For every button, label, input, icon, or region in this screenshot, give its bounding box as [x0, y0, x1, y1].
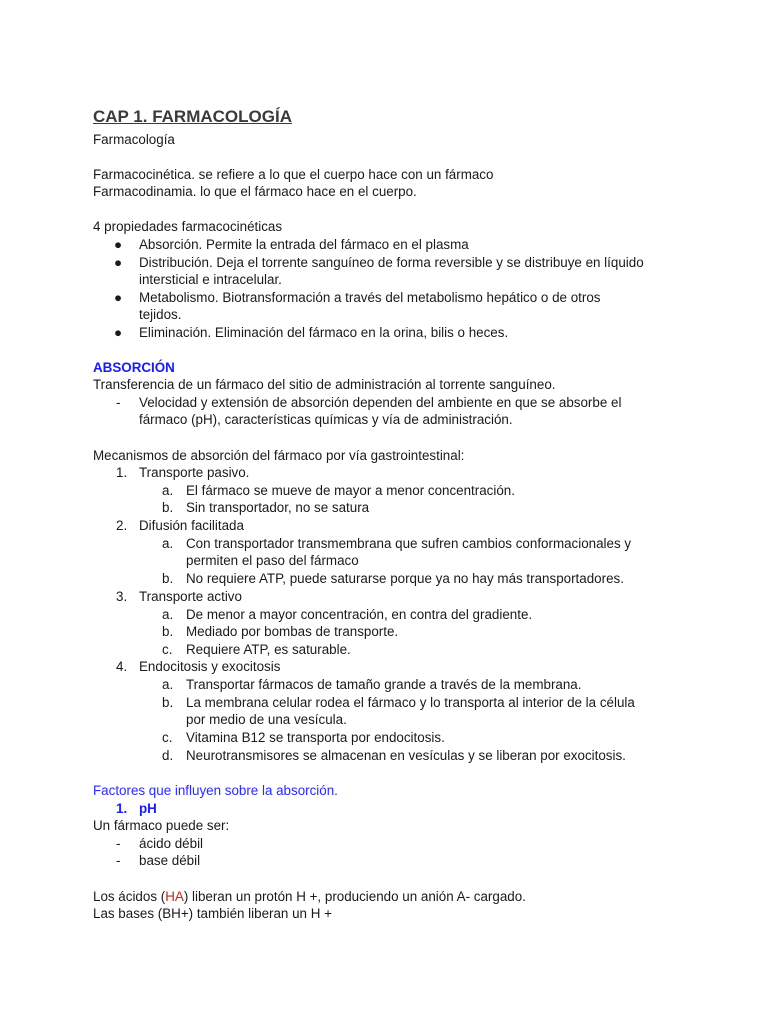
acids-text-post: ) liberan un protón H +, produciendo un anión A- cargado. [183, 889, 526, 904]
list-letter: a. [162, 607, 174, 622]
bullet-marker: ● [114, 255, 123, 270]
mechanism-label: Difusión facilitada [139, 518, 244, 533]
dash-marker: - [116, 836, 121, 851]
list-letter: b. [162, 571, 174, 586]
drug-type: ácido débil [139, 836, 204, 851]
list-letter: a. [162, 483, 174, 498]
page-title: CAP 1. FARMACOLOGÍA [93, 107, 292, 126]
list-letter: a. [162, 677, 174, 692]
mechanism-subitem: La membrana celular rodea el fármaco y lo transporta al interior de la célula [186, 695, 635, 710]
property-item-cont: intersticial e intracelular. [139, 272, 282, 287]
ha-highlight: HA [165, 889, 184, 904]
bullet-marker: ● [114, 237, 123, 252]
list-number: 3. [116, 589, 128, 604]
property-item: Absorción. Permite la entrada del fármaco en el plasma [139, 237, 469, 252]
list-letter: c. [162, 730, 173, 745]
list-letter: d. [162, 748, 174, 763]
mechanism-subitem-cont: permiten el paso del fármaco [186, 553, 359, 568]
property-item-cont: tejidos. [139, 307, 182, 322]
acids-line [93, 888, 526, 905]
list-number: 4. [116, 659, 128, 674]
mechanism-subitem: Sin transportador, no se satura [186, 500, 370, 515]
absorcion-definition: Transferencia de un fármaco del sitio de administración al torrente sanguíneo. [93, 377, 556, 392]
mechanism-subitem: Neurotransmisores se almacenan en vesículas y se liberan por exocitosis. [186, 748, 626, 763]
acids-text-pre: Los ácidos ( [93, 889, 166, 904]
mechanism-subitem: Transportar fármacos de tamaño grande a través de la membrana. [186, 677, 582, 692]
bullet-marker: ● [114, 290, 123, 305]
mechanisms-heading: Mecanismos de absorción del fármaco por vía gastrointestinal: [93, 448, 465, 463]
absorcion-note-cont: fármaco (pH), características químicas y vía de administración. [139, 412, 513, 427]
definition-pd: Farmacodinamia. lo que el fármaco hace en el cuerpo. [93, 184, 417, 199]
dash-marker: - [116, 395, 121, 410]
properties-heading: 4 propiedades farmacocinéticas [93, 219, 283, 234]
mechanism-subitem: Vitamina B12 se transporta por endocitosis. [186, 730, 445, 745]
list-letter: b. [162, 500, 174, 515]
list-number: 2. [116, 518, 128, 533]
mechanism-subitem: El fármaco se mueve de mayor a menor concentración. [186, 483, 515, 498]
mechanism-subitem: No requiere ATP, puede saturarse porque ya no hay más transportadores. [186, 571, 624, 586]
list-number: 1. [116, 465, 128, 480]
mechanism-subitem-cont: por medio de una vesícula. [186, 712, 347, 727]
absorcion-note: Velocidad y extensión de absorción dependen del ambiente en que se absorbe el [139, 395, 622, 410]
list-letter: a. [162, 536, 174, 551]
dash-marker: - [116, 853, 121, 868]
mechanism-label: Transporte pasivo. [139, 465, 250, 480]
ph-heading: pH [139, 801, 157, 816]
bullet-marker: ● [114, 325, 123, 340]
factors-heading: Factores que influyen sobre la absorción. [93, 783, 338, 798]
mechanism-subitem: Mediado por bombas de transporte. [186, 624, 399, 639]
bases-line: Las bases (BH+) también liberan un H + [93, 906, 332, 921]
mechanism-subitem: Con transportador transmembrana que sufren cambios conformacionales y [186, 536, 632, 551]
list-letter: b. [162, 624, 174, 639]
drug-type: base débil [139, 853, 201, 868]
property-item: Distribución. Deja el torrente sanguíneo de forma reversible y se distribuye en líquido [139, 255, 644, 270]
mechanism-label: Transporte activo [139, 589, 242, 604]
mechanism-subitem: De menor a mayor concentración, en contra del gradiente. [186, 607, 533, 622]
property-item: Metabolismo. Biotransformación a través del metabolismo hepático o de otros [139, 290, 601, 305]
list-number: 1. [116, 801, 128, 816]
subtitle: Farmacología [93, 132, 175, 147]
list-letter: b. [162, 695, 174, 710]
mechanism-label: Endocitosis y exocitosis [139, 659, 281, 674]
ph-intro: Un fármaco puede ser: [93, 818, 230, 833]
definition-pk: Farmacocinética. se refiere a lo que el cuerpo hace con un fármaco [93, 167, 494, 182]
property-item: Eliminación. Eliminación del fármaco en la orina, bilis o heces. [139, 325, 509, 340]
mechanism-subitem: Requiere ATP, es saturable. [186, 642, 351, 657]
list-letter: c. [162, 642, 173, 657]
absorcion-heading: ABSORCIÓN [93, 360, 175, 375]
